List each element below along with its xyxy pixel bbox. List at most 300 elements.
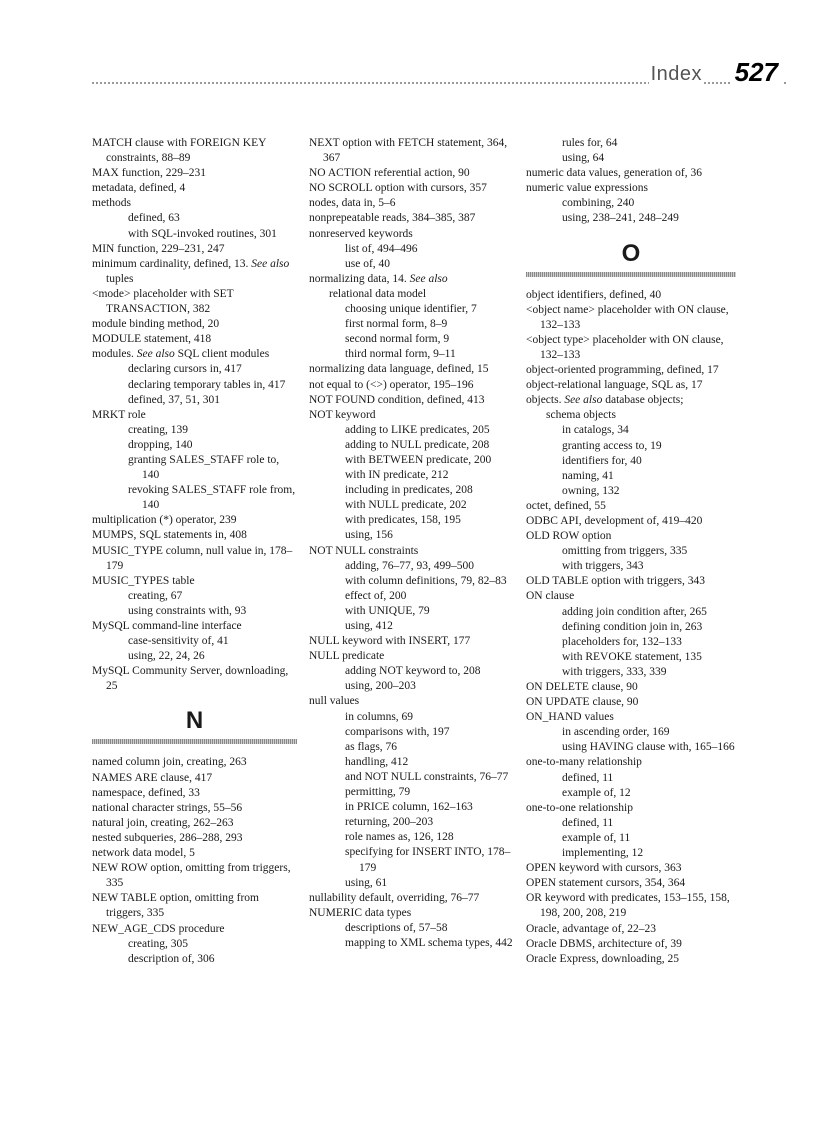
entry-text: declaring cursors in, 417 — [128, 363, 242, 376]
entry-text: with triggers, 333, 339 — [562, 665, 667, 678]
see-also-target: tuples — [106, 272, 134, 285]
entry-text: using, 22, 24, 26 — [128, 650, 205, 663]
entry-text: in ascending order, 169 — [562, 726, 670, 739]
index-entry — [309, 181, 517, 196]
entry-text: choosing unique identifier, 7 — [345, 303, 477, 316]
entry-text: defined, 11 — [562, 816, 614, 829]
entry-text: naming, 41 — [562, 469, 614, 482]
index-entry — [526, 181, 736, 196]
entry-text: descriptions of, 57–58 — [345, 921, 448, 934]
index-subentry — [309, 800, 517, 815]
entry-text: one-to-many relationship — [526, 756, 642, 769]
entry-text: MATCH clause with FOREIGN KEY constraints, 88–89 — [92, 137, 266, 165]
entry-text: defined, 63 — [128, 212, 180, 225]
index-subentry — [92, 483, 297, 513]
entry-text: granting access to, 19 — [562, 439, 662, 452]
index-subentry — [526, 816, 736, 831]
entry-text: ON_HAND values — [526, 711, 614, 724]
index-subentry — [309, 755, 517, 770]
entry-text: in columns, 69 — [345, 710, 414, 723]
entry-text: Oracle DBMS, architecture of, 39 — [526, 937, 682, 950]
entry-text: national character strings, 55–56 — [92, 801, 243, 814]
entry-text: and NOT NULL constraints, 76–77 — [345, 770, 509, 783]
entry-text: null values — [309, 695, 360, 708]
entry-text: identifiers for, 40 — [562, 454, 642, 467]
index-subentry — [526, 665, 736, 680]
section-letter: N — [185, 707, 204, 735]
index-entry — [92, 574, 297, 589]
index-subentry — [309, 257, 517, 272]
entry-text: nested subqueries, 286–288, 293 — [92, 831, 243, 844]
index-subentry — [526, 620, 736, 635]
index-subentry — [309, 589, 517, 604]
index-subentry — [92, 423, 297, 438]
index-entry — [309, 634, 517, 649]
entry-text: with NULL predicate, 202 — [345, 499, 467, 512]
entry-text: using, 238–241, 248–249 — [562, 212, 679, 225]
index-entry — [92, 816, 297, 831]
entry-text: using, 156 — [345, 529, 393, 542]
entry-text: ON UPDATE clause, 90 — [526, 696, 639, 709]
entry-text: with REVOKE statement, 135 — [562, 650, 702, 663]
index-subentry — [309, 453, 517, 468]
index-entry — [92, 181, 297, 196]
entry-text: adding, 76–77, 93, 499–500 — [345, 559, 475, 572]
index-entry — [526, 589, 736, 604]
index-entry — [92, 317, 297, 332]
index-entry — [309, 196, 517, 211]
index-entry — [526, 514, 736, 529]
entry-text: nullability default, overriding, 76–77 — [309, 891, 480, 904]
entry-text: with triggers, 343 — [562, 560, 644, 573]
index-entry — [526, 166, 736, 181]
entry-text: adding to NULL predicate, 208 — [345, 438, 490, 451]
index-entry — [309, 211, 517, 226]
entry-text: objects. — [526, 394, 562, 407]
entry-text: MySQL Community Server, downloading, 25 — [92, 665, 289, 693]
entry-text: MIN function, 229–231, 247 — [92, 242, 225, 255]
entry-text: NEXT option with FETCH statement, 364, 367 — [309, 137, 508, 165]
index-subentry — [309, 438, 517, 453]
index-subentry — [309, 936, 517, 951]
entry-text: Oracle, advantage of, 22–23 — [526, 922, 656, 935]
index-entry — [526, 303, 736, 333]
entry-text: MUSIC_TYPES table — [92, 574, 195, 587]
entry-text: namespace, defined, 33 — [92, 786, 200, 799]
index-subentry — [309, 770, 517, 785]
entry-text: normalizing data, 14. — [309, 272, 407, 285]
entry-text: third normal form, 9–11 — [345, 348, 456, 361]
index-subentry — [92, 211, 297, 226]
index-subentry — [526, 605, 736, 620]
index-entry — [526, 922, 736, 937]
index-subentry — [526, 484, 736, 499]
entry-text: including in predicates, 208 — [345, 484, 473, 497]
entry-text: dropping, 140 — [128, 438, 193, 451]
index-entry — [92, 891, 297, 921]
index-subentry — [526, 650, 736, 665]
entry-text: adding NOT keyword to, 208 — [345, 665, 481, 678]
index-subentry — [309, 528, 517, 543]
index-entry — [92, 619, 297, 634]
entry-text: ON DELETE clause, 90 — [526, 681, 638, 693]
index-entry — [92, 664, 297, 694]
index-entry — [309, 362, 517, 377]
index-subentry — [309, 619, 517, 634]
index-entry — [92, 347, 297, 362]
index-subentry — [526, 559, 736, 574]
entry-text: second normal form, 9 — [345, 333, 450, 346]
index-subentry — [92, 438, 297, 453]
entry-text: one-to-one relationship — [526, 801, 633, 814]
entry-text: owning, 132 — [562, 484, 620, 497]
index-entry — [526, 861, 736, 876]
entry-text: modules. — [92, 348, 134, 361]
entry-text: numeric value expressions — [526, 182, 648, 195]
index-subentry — [309, 679, 517, 694]
entry-text: ODBC API, development of, 419–420 — [526, 514, 703, 527]
index-entry — [92, 544, 297, 574]
index-subentry — [309, 498, 517, 513]
index-entry — [309, 378, 517, 393]
index-subentry — [309, 483, 517, 498]
entry-text: MUMPS, SQL statements in, 408 — [92, 529, 247, 542]
index-entry — [92, 196, 297, 211]
index-entry — [526, 680, 736, 695]
index-subentry — [309, 347, 517, 362]
index-subentry — [309, 423, 517, 438]
index-entry — [309, 287, 517, 302]
entry-text: with IN predicate, 212 — [345, 469, 449, 482]
index-subentry — [526, 786, 736, 801]
index-entry — [92, 513, 297, 528]
index-subentry — [526, 771, 736, 786]
entry-text: NUMERIC data types — [309, 906, 412, 919]
entry-text: methods — [92, 197, 131, 210]
index-subentry — [92, 952, 297, 967]
index-entry — [92, 166, 297, 181]
entry-text: NEW_AGE_CDS procedure — [92, 922, 225, 935]
index-entry — [92, 408, 297, 423]
index-entry — [526, 393, 736, 408]
entry-text: omitting from triggers, 335 — [562, 545, 688, 558]
entry-text: list of, 494–496 — [345, 242, 418, 255]
entry-text: NOT NULL constraints — [309, 544, 419, 557]
section-divider — [526, 272, 736, 277]
entry-text: creating, 305 — [128, 937, 189, 950]
entry-text: defined, 37, 51, 301 — [128, 393, 220, 406]
index-subentry — [309, 785, 517, 800]
entry-text: octet, defined, 55 — [526, 499, 606, 512]
entry-text: OLD TABLE option with triggers, 343 — [526, 575, 706, 588]
entry-text: with predicates, 158, 195 — [345, 514, 461, 527]
entry-text: rules for, 64 — [562, 137, 618, 149]
index-subentry — [92, 589, 297, 604]
entry-text: <mode> placeholder with SET TRANSACTION, 382 — [92, 287, 234, 316]
index-subentry — [309, 302, 517, 317]
entry-text: combining, 240 — [562, 197, 635, 210]
index-subentry — [309, 845, 517, 875]
index-entry — [526, 952, 736, 967]
entry-text: role names as, 126, 128 — [345, 831, 454, 844]
index-entry — [92, 922, 297, 937]
entry-text: defining condition join in, 263 — [562, 620, 703, 633]
entry-text: NOT FOUND condition, defined, 413 — [309, 393, 485, 406]
index-subentry — [309, 740, 517, 755]
entry-text: with UNIQUE, 79 — [345, 604, 430, 617]
entry-text: MUSIC_TYPE column, null value in, 178–179 — [92, 544, 293, 572]
entry-text: creating, 139 — [128, 423, 189, 436]
index-subentry — [526, 136, 736, 151]
index-subentry — [526, 725, 736, 740]
index-entry — [92, 861, 297, 891]
entry-text: nonreserved keywords — [309, 227, 413, 240]
index-entry — [92, 801, 297, 816]
entry-text: granting SALES_STAFF role to, 140 — [128, 453, 280, 482]
index-subentry — [526, 454, 736, 469]
entry-text: ON clause — [526, 590, 575, 603]
entry-text: permitting, 79 — [345, 786, 411, 799]
index-subentry — [309, 468, 517, 483]
entry-text: natural join, creating, 262–263 — [92, 816, 234, 829]
entry-text: object-relational language, SQL as, 17 — [526, 379, 703, 392]
section-letter: O — [621, 239, 641, 267]
index-entry — [92, 786, 297, 801]
entry-text: named column join, creating, 263 — [92, 756, 247, 769]
index-subentry — [309, 242, 517, 257]
entry-text: revoking SALES_STAFF role from, 140 — [128, 484, 296, 512]
entry-text: description of, 306 — [128, 952, 215, 965]
index-subentry — [526, 196, 736, 211]
index-entry — [526, 695, 736, 710]
index-subentry — [526, 544, 736, 559]
index-entry — [309, 649, 517, 664]
index-subentry — [526, 831, 736, 846]
entry-text: case-sensitivity of, 41 — [128, 635, 229, 648]
see-also-label: See also — [251, 257, 290, 270]
entry-text: placeholders for, 132–133 — [562, 635, 682, 648]
entry-text: using, 61 — [345, 876, 388, 889]
entry-text: metadata, defined, 4 — [92, 182, 186, 195]
entry-text: normalizing data language, defined, 15 — [309, 363, 489, 376]
entry-text: using HAVING clause with, 165–166 — [562, 741, 735, 754]
index-entry — [526, 333, 736, 363]
index-entry — [309, 272, 517, 287]
entry-text: module binding method, 20 — [92, 318, 220, 331]
index-subentry — [526, 151, 736, 166]
index-entry — [309, 136, 517, 166]
entry-text: nodes, data in, 5–6 — [309, 197, 396, 210]
running-title: Index — [650, 63, 702, 85]
entry-text: NAMES ARE clause, 417 — [92, 771, 213, 784]
entry-text: <object type> placeholder with ON clause, 132–133 — [526, 333, 724, 361]
entry-text: OPEN statement cursors, 354, 364 — [526, 877, 686, 890]
page-number: 527 — [731, 57, 782, 88]
index-entry — [526, 529, 736, 544]
entry-text: multiplication (*) operator, 239 — [92, 514, 237, 527]
index-entry — [309, 408, 517, 423]
index-subentry — [526, 423, 736, 438]
index-entry — [526, 891, 736, 921]
entry-text: MRKT role — [92, 408, 146, 421]
entry-text: first normal form, 8–9 — [345, 318, 448, 331]
entry-text: OPEN keyword with cursors, 363 — [526, 862, 682, 875]
index-entry — [309, 166, 517, 181]
entry-text: nonprepeatable reads, 384–385, 387 — [309, 212, 476, 225]
index-subentry — [309, 513, 517, 528]
index-subentry — [309, 332, 517, 347]
entry-text: OR keyword with predicates, 153–155, 158, 198, 200, 208, 219 — [526, 892, 730, 920]
index-subentry — [526, 211, 736, 226]
index-subentry — [92, 634, 297, 649]
index-subentry — [526, 635, 736, 650]
entry-text: minimum cardinality, defined, 13. — [92, 257, 249, 270]
index-entry — [526, 378, 736, 393]
entry-text: example of, 11 — [562, 831, 631, 844]
index-subentry — [309, 921, 517, 936]
entry-text: specifying for INSERT INTO, 178–179 — [345, 846, 511, 874]
index-entry — [526, 755, 736, 770]
entry-text: as flags, 76 — [345, 740, 398, 753]
index-entry — [309, 891, 517, 906]
index-entry — [92, 242, 297, 257]
index-subentry — [92, 362, 297, 377]
index-entry — [526, 288, 736, 303]
entry-text: schema objects — [546, 409, 616, 422]
entry-text: defined, 11 — [562, 771, 614, 784]
index-column-1 — [92, 136, 297, 967]
entry-text: declaring temporary tables in, 417 — [128, 378, 286, 391]
index-entry — [526, 408, 736, 423]
index-entry — [526, 937, 736, 952]
index-subentry — [92, 227, 297, 242]
index-entry — [526, 710, 736, 725]
entry-text: example of, 12 — [562, 786, 631, 799]
index-subentry — [309, 830, 517, 845]
index-subentry — [92, 378, 297, 393]
index-subentry — [92, 453, 297, 483]
entry-text: use of, 40 — [345, 257, 391, 270]
page-header — [92, 52, 786, 86]
section-divider — [92, 739, 297, 744]
entry-text: using constraints with, 93 — [128, 604, 247, 617]
entry-text: returning, 200–203 — [345, 816, 434, 829]
index-subentry — [92, 649, 297, 664]
entry-text: numeric data values, generation of, 36 — [526, 167, 702, 180]
index-entry — [92, 257, 297, 287]
index-entry — [309, 694, 517, 709]
entry-text: NOT keyword — [309, 408, 376, 421]
see-also-target: SQL client modules — [177, 348, 270, 361]
see-also-label: See also — [136, 348, 175, 361]
entry-text: mapping to XML schema types, 442 — [345, 936, 513, 949]
index-subentry — [309, 559, 517, 574]
index-entry — [526, 499, 736, 514]
entry-text: NO SCROLL option with cursors, 357 — [309, 182, 487, 195]
index-entry — [309, 227, 517, 242]
index-subentry — [309, 815, 517, 830]
index-entry — [309, 393, 517, 408]
index-entry — [92, 136, 297, 166]
entry-text: NULL predicate — [309, 650, 385, 663]
index-column-3 — [526, 136, 736, 967]
entry-text: <object name> placeholder with ON clause, 132–133 — [526, 303, 729, 331]
index-subentry — [309, 876, 517, 891]
entry-text: implementing, 12 — [562, 847, 644, 860]
index-subentry — [526, 740, 736, 755]
index-subentry — [309, 604, 517, 619]
index-entry — [92, 287, 297, 317]
index-entry — [92, 831, 297, 846]
index-subentry — [92, 393, 297, 408]
index-entry — [92, 771, 297, 786]
entry-text: NEW ROW option, omitting from triggers, 335 — [92, 862, 291, 890]
index-entry — [92, 528, 297, 543]
index-subentry — [526, 846, 736, 861]
index-entry — [309, 906, 517, 921]
entry-text: using, 64 — [562, 152, 605, 165]
entry-text: handling, 412 — [345, 755, 409, 768]
entry-text: OLD ROW option — [526, 530, 612, 543]
index-entry — [526, 876, 736, 891]
index-subentry — [309, 664, 517, 679]
entry-text: NEW TABLE option, omitting from triggers, 335 — [92, 892, 259, 920]
index-column-2 — [309, 136, 517, 951]
entry-text: effect of, 200 — [345, 589, 407, 602]
index-entry — [92, 332, 297, 347]
index-subentry — [309, 574, 517, 589]
index-subentry — [526, 469, 736, 484]
entry-text: not equal to (<>) operator, 195–196 — [309, 378, 474, 391]
see-also-label: See also — [409, 272, 448, 285]
entry-text: NULL keyword with INSERT, 177 — [309, 635, 471, 648]
index-subentry — [526, 439, 736, 454]
entry-text: with BETWEEN predicate, 200 — [345, 453, 492, 466]
index-subentry — [92, 604, 297, 619]
index-subentry — [92, 937, 297, 952]
entry-text: using, 200–203 — [345, 680, 416, 693]
entry-text: with column definitions, 79, 82–83 — [345, 574, 507, 587]
see-also-label: See also — [564, 394, 603, 407]
entry-text: MAX function, 229–231 — [92, 167, 207, 180]
index-subentry — [309, 725, 517, 740]
entry-text: MySQL command-line interface — [92, 620, 242, 632]
entry-text: object-oriented programming, defined, 17 — [526, 364, 719, 377]
index-entry — [92, 755, 297, 770]
entry-text: NO ACTION referential action, 90 — [309, 167, 470, 180]
entry-text: using, 412 — [345, 620, 393, 632]
entry-text: comparisons with, 197 — [345, 725, 450, 738]
entry-text: relational data model — [329, 287, 427, 300]
entry-text: creating, 67 — [128, 589, 183, 602]
index-entry — [526, 574, 736, 589]
index-subentry — [309, 710, 517, 725]
see-also-target: database objects; — [605, 394, 684, 407]
index-entry — [526, 363, 736, 378]
entry-text: adding to LIKE predicates, 205 — [345, 423, 490, 436]
entry-text: with SQL-invoked routines, 301 — [128, 227, 277, 240]
index-entry — [92, 846, 297, 861]
entry-text: network data model, 5 — [92, 847, 195, 860]
index-entry — [526, 801, 736, 816]
entry-text: in catalogs, 34 — [562, 424, 629, 437]
entry-text: object identifiers, defined, 40 — [526, 288, 662, 301]
entry-text: MODULE statement, 418 — [92, 333, 212, 346]
index-subentry — [309, 317, 517, 332]
entry-text: in PRICE column, 162–163 — [345, 801, 473, 814]
entry-text: Oracle Express, downloading, 25 — [526, 952, 679, 965]
entry-text: adding join condition after, 265 — [562, 605, 707, 618]
